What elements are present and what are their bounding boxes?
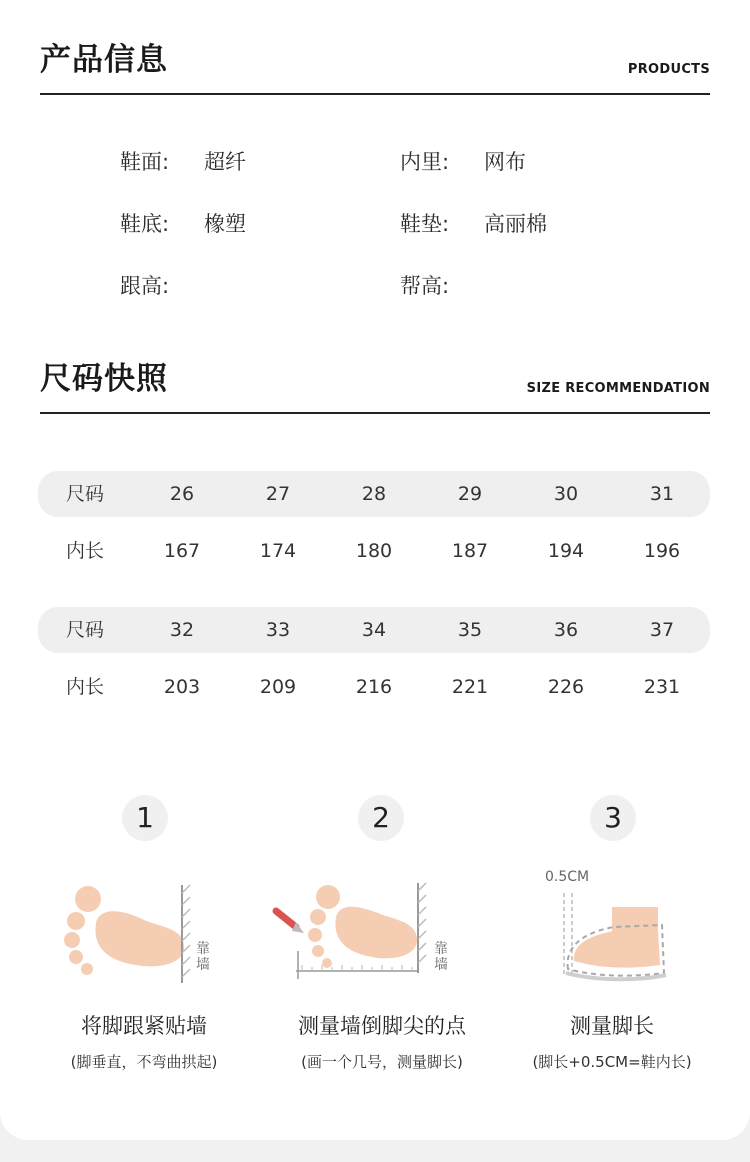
info-value: 超纤 <box>204 150 246 174</box>
info-item-upper <box>120 146 246 176</box>
step-number: 3 <box>590 795 636 841</box>
info-item-lining <box>400 146 526 176</box>
sole-shape <box>335 907 417 959</box>
size-table <box>38 607 710 710</box>
size-cell: 35 <box>457 619 483 641</box>
size-cell: 28 <box>361 483 387 505</box>
step-note: (脚垂直，不弯曲拱起) <box>70 1053 218 1071</box>
wall-hatching <box>182 885 190 977</box>
info-value: 网布 <box>484 150 526 174</box>
info-label: 跟高: <box>120 274 170 298</box>
size-row-label: 尺码 <box>66 619 105 641</box>
size-row <box>38 607 710 653</box>
size-cell: 30 <box>553 483 579 505</box>
size-cell: 33 <box>265 619 291 641</box>
size-cell: 31 <box>649 483 675 505</box>
product-info-title: 产品信息 <box>40 42 168 78</box>
info-label: 鞋垫: <box>400 212 450 236</box>
size-table <box>38 471 710 574</box>
foot-with-pencil-illustration <box>262 865 502 995</box>
product-info-header <box>40 33 710 95</box>
step-title: 测量墙倒脚尖的点 <box>298 1014 466 1038</box>
size-cell: 36 <box>553 619 579 641</box>
size-chart-title: 尺码快照 <box>40 361 168 397</box>
length-row-label: 内长 <box>66 676 105 698</box>
toe-shape <box>322 958 332 968</box>
info-label: 鞋底: <box>120 212 170 236</box>
toe-shape <box>312 945 324 957</box>
step-number: 2 <box>358 795 404 841</box>
size-cell: 34 <box>361 619 387 641</box>
info-row <box>120 146 680 186</box>
info-row <box>120 270 680 310</box>
size-cell: 26 <box>169 483 195 505</box>
size-cell: 37 <box>649 619 675 641</box>
length-cell: 231 <box>643 676 681 698</box>
wall-label: 靠墙 <box>196 941 210 973</box>
size-row <box>38 471 710 517</box>
length-cell: 194 <box>547 540 585 562</box>
toe-shape <box>308 928 322 942</box>
wall-label: 靠墙 <box>434 941 448 973</box>
length-cell: 187 <box>451 540 489 562</box>
wall-hatching <box>418 883 426 963</box>
shoe-sole <box>566 973 666 979</box>
big-toe-shape <box>75 886 101 912</box>
size-cell: 27 <box>265 483 291 505</box>
length-cell: 196 <box>643 540 681 562</box>
size-chart-header <box>40 352 710 414</box>
length-cell: 174 <box>259 540 297 562</box>
info-label: 鞋面: <box>120 150 170 174</box>
big-toe-shape <box>316 885 340 909</box>
size-cell: 29 <box>457 483 483 505</box>
info-label: 内里: <box>400 150 450 174</box>
toe-shape <box>310 909 326 925</box>
length-cell: 209 <box>259 676 297 698</box>
length-cell: 226 <box>547 676 585 698</box>
step-note: (画一个几号，测量脚长) <box>301 1053 463 1071</box>
length-row-label: 内长 <box>66 540 105 562</box>
size-row-label: 尺码 <box>66 483 105 505</box>
measure-step-2 <box>262 795 502 1095</box>
length-cell: 221 <box>451 676 489 698</box>
length-row <box>38 528 710 574</box>
length-cell: 180 <box>355 540 393 562</box>
size-cell: 32 <box>169 619 195 641</box>
size-chart-title-en: SIZE RECOMMENDATION <box>526 381 710 396</box>
info-value: 橡塑 <box>204 212 246 236</box>
step-title: 测量脚长 <box>570 1014 654 1038</box>
ruler-ticks <box>302 965 412 971</box>
foot-in-shoe-illustration <box>492 865 732 995</box>
length-cell: 203 <box>163 676 201 698</box>
pencil-icon <box>276 911 304 933</box>
length-row <box>38 664 710 710</box>
info-value: 高丽棉 <box>484 212 547 236</box>
product-info-title-en: PRODUCTS <box>627 62 710 77</box>
toe-shape <box>81 963 93 975</box>
toe-shape <box>64 932 80 948</box>
foot-against-wall-illustration <box>24 865 264 995</box>
step-note: (脚长+0.5CM=鞋内长) <box>532 1053 692 1071</box>
info-row <box>120 208 680 248</box>
toe-shape <box>69 950 83 964</box>
toe-shape <box>67 912 85 930</box>
length-cell: 167 <box>163 540 201 562</box>
margin-label: 0.5CM <box>545 869 590 885</box>
step-number: 1 <box>122 795 168 841</box>
foot-shape <box>574 929 660 968</box>
measure-step-1 <box>24 795 264 1095</box>
info-item-heel-height <box>120 270 204 300</box>
sole-shape <box>95 911 184 966</box>
info-item-sole <box>120 208 246 238</box>
info-label: 帮高: <box>400 274 450 298</box>
length-cell: 216 <box>355 676 393 698</box>
info-item-shaft-height <box>400 270 484 300</box>
step-title: 将脚跟紧贴墙 <box>81 1014 207 1038</box>
measure-step-3 <box>492 795 732 1095</box>
info-item-insole <box>400 208 547 238</box>
